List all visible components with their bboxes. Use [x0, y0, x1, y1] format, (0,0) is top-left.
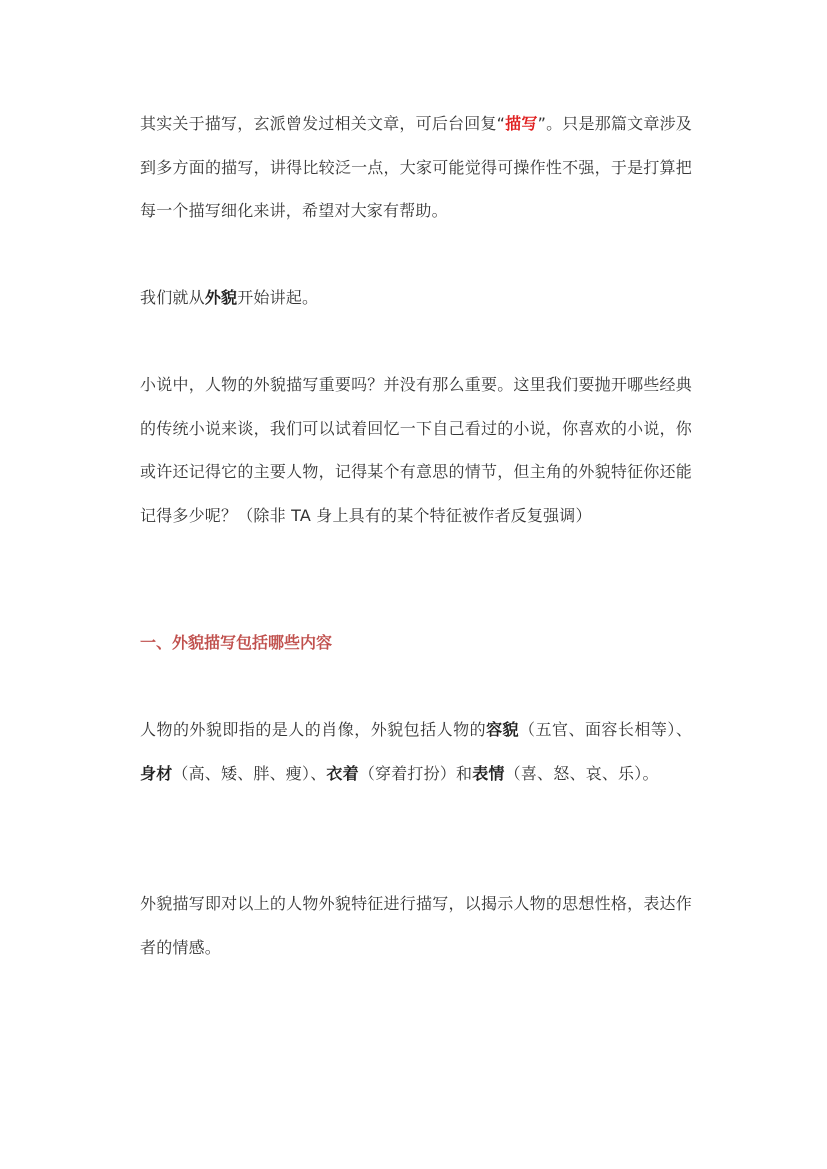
intro-text-b: ”。只是那篇文章涉及到多方面的描写，讲得比较泛一点，大家可能觉得可操作性不强，于是打算把每一个描写细化来讲，希望对大家有帮助。 — [140, 114, 692, 220]
def-text-a: 人物的外貌即指的是人的肖像，外貌包括人物的 — [140, 720, 487, 739]
start-paragraph — [140, 276, 692, 320]
purpose-paragraph: 外貌描写即对以上的人物外貌特征进行描写，以揭示人物的思想性格，表达作者的情感。 — [140, 894, 692, 957]
def-bold-figure: 身材 — [140, 763, 173, 783]
start-bold-appearance: 外貌 — [204, 288, 238, 307]
start-text-a: 我们就从 — [140, 288, 205, 307]
def-text-b: （五官、面容长相等）、 — [519, 720, 693, 739]
keyword-describe: 描写 — [505, 114, 538, 133]
def-text-d: （穿着打扮）和 — [358, 763, 473, 783]
def-bold-expression: 表情 — [472, 763, 505, 783]
def-bold-clothing: 衣着 — [326, 763, 359, 783]
def-text-e: （喜、怒、哀、乐）。 — [504, 763, 659, 783]
intro-paragraph — [140, 102, 692, 233]
intro-text-a: 其实关于描写，玄派曾发过相关文章，可后台回复“ — [140, 114, 506, 133]
novel-paragraph: 小说中，人物的外貌描写重要吗？并没有那么重要。这里我们要抛开哪些经典的传统小说来谈，我们可以试着回忆一下自己看过的小说，你喜欢的小说，你或许还记得它的主要人物，记得某个有意思的情节，但主角的外貌特征你还能记得多少呢？（除非 TA 身上具有的某个特征被作者反复强调） — [140, 375, 692, 525]
start-text-b: 开始讲起。 — [237, 288, 319, 307]
def-text-c: （高、矮、胖、瘦）、 — [172, 763, 327, 783]
appearance-definition-paragraph — [140, 708, 692, 795]
section-heading: 一、外貌描写包括哪些内容 — [140, 633, 333, 652]
def-bold-face: 容貌 — [486, 720, 520, 739]
